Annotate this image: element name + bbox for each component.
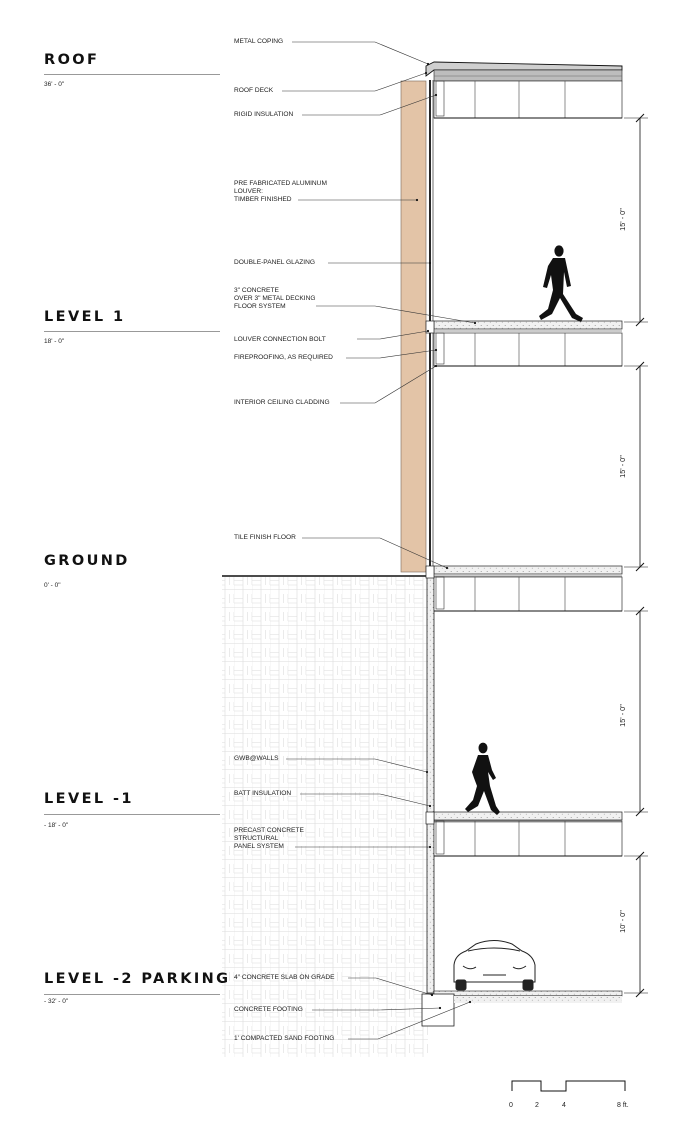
- floor-slab-0: [434, 321, 622, 329]
- note-roof-deck: ROOF DECK: [234, 87, 274, 94]
- leader-dot: [439, 1007, 441, 1009]
- level-label-level-minus-1: LEVEL -1: [44, 791, 134, 807]
- leader-line-5: [316, 306, 475, 323]
- leader-dot: [474, 322, 476, 324]
- ceiling-plenum-3: [434, 821, 622, 856]
- elevation-level-minus-2-parking: - 32' - 0": [44, 998, 69, 1005]
- elevation-roof: 36' - 0": [44, 81, 65, 88]
- note-concrete-floor-system: 3" CONCRETE OVER 3" METAL DECKING FLOOR SYSTEM: [234, 287, 316, 311]
- concrete-footing: [422, 994, 454, 1026]
- level-rule-level-minus-2: [44, 994, 220, 995]
- leader-dot: [435, 349, 437, 351]
- level-rule-level-minus-1: [44, 814, 220, 815]
- level-label-roof: ROOF: [44, 52, 100, 68]
- note-interior-ceiling-cladding: INTERIOR CEILING CLADDING: [234, 399, 330, 406]
- level-label-ground: GROUND: [44, 553, 130, 569]
- note-fireproofing: FIREPROOFING, AS REQUIRED: [234, 354, 333, 361]
- leader-dot: [429, 846, 431, 848]
- elevation-level-1: 18' - 0": [44, 338, 65, 345]
- leader-dot: [435, 94, 437, 96]
- note-aluminum-louver: PRE FABRICATED ALUMINUM LOUVER: TIMBER FINISHED: [234, 180, 327, 204]
- person-silhouette-lower: [465, 743, 500, 815]
- note-metal-coping: METAL COPING: [234, 38, 284, 45]
- elevation-level-minus-1: - 18' - 0": [44, 822, 69, 829]
- ceiling-plenum-0: [434, 81, 622, 118]
- leader-dot: [425, 72, 427, 74]
- scale-tick-8ft: 8 ft.: [617, 1102, 629, 1109]
- precast-wall: [427, 577, 434, 993]
- note-batt-insulation: BATT INSULATION: [234, 790, 292, 797]
- floor-slab-2: [434, 812, 622, 820]
- leader-dot: [469, 1001, 471, 1003]
- level-label-level-1: LEVEL 1: [44, 309, 126, 325]
- scale-tick-0: 0: [509, 1102, 513, 1109]
- leader-dot: [416, 199, 418, 201]
- note-double-panel-glazing: DOUBLE-PANEL GLAZING: [234, 259, 315, 266]
- leader-dot: [426, 771, 428, 773]
- leader-line-0: [292, 42, 428, 64]
- note-concrete-footing: CONCRETE FOOTING: [234, 1006, 303, 1013]
- scale-tick-4: 4: [562, 1102, 566, 1109]
- leader-dot: [429, 805, 431, 807]
- dimension-parking-floor: 10' - 0": [617, 910, 627, 933]
- leader-dot: [435, 365, 437, 367]
- note-tile-finish-floor: TILE FINISH FLOOR: [234, 534, 296, 541]
- ceiling-plenum-1: [434, 333, 622, 366]
- dimension-basement-floor: 15' - 0": [617, 704, 627, 727]
- note-louver-connection-bolt: LOUVER CONNECTION BOLT: [234, 336, 326, 343]
- leader-dot: [427, 330, 429, 332]
- soil-hatch: [222, 577, 428, 1057]
- leader-dot: [427, 63, 429, 65]
- note-sand-footing: 1' COMPACTED SAND FOOTING: [234, 1035, 335, 1042]
- car-silhouette: [454, 941, 535, 991]
- person-silhouette-upper: [539, 245, 583, 322]
- timber-louver: [401, 81, 426, 572]
- note-rigid-insulation: RIGID INSULATION: [234, 111, 294, 118]
- leader-dot: [429, 262, 431, 264]
- ceiling-plenum-2: [434, 577, 622, 611]
- slab-on-grade: [434, 991, 622, 996]
- sand-footing: [454, 996, 622, 1003]
- note-concrete-slab-on-grade: 4" CONCRETE SLAB ON GRADE: [234, 974, 335, 981]
- note-gwb-walls: GWB@WALLS: [234, 755, 279, 762]
- scale-bar: [512, 1081, 625, 1091]
- leader-dot: [446, 567, 448, 569]
- leader-dot: [431, 994, 433, 996]
- floor-slab-1: [434, 566, 622, 574]
- note-precast-concrete-panel: PRECAST CONCRETE STRUCTURAL PANEL SYSTEM: [234, 827, 304, 851]
- slab-edge-bolt: [426, 812, 434, 824]
- level-label-level-minus-2-parking: LEVEL -2 PARKING: [44, 971, 231, 987]
- dimension-ground-floor: 15' - 0": [617, 455, 627, 478]
- level-rule-roof: [44, 74, 220, 75]
- slab-edge-bolt: [426, 566, 434, 578]
- dimension-upper-floor: 15' - 0": [617, 208, 627, 231]
- scale-tick-2: 2: [535, 1102, 539, 1109]
- level-rule-level-1: [44, 331, 220, 332]
- elevation-ground: 0' - 0": [44, 582, 61, 589]
